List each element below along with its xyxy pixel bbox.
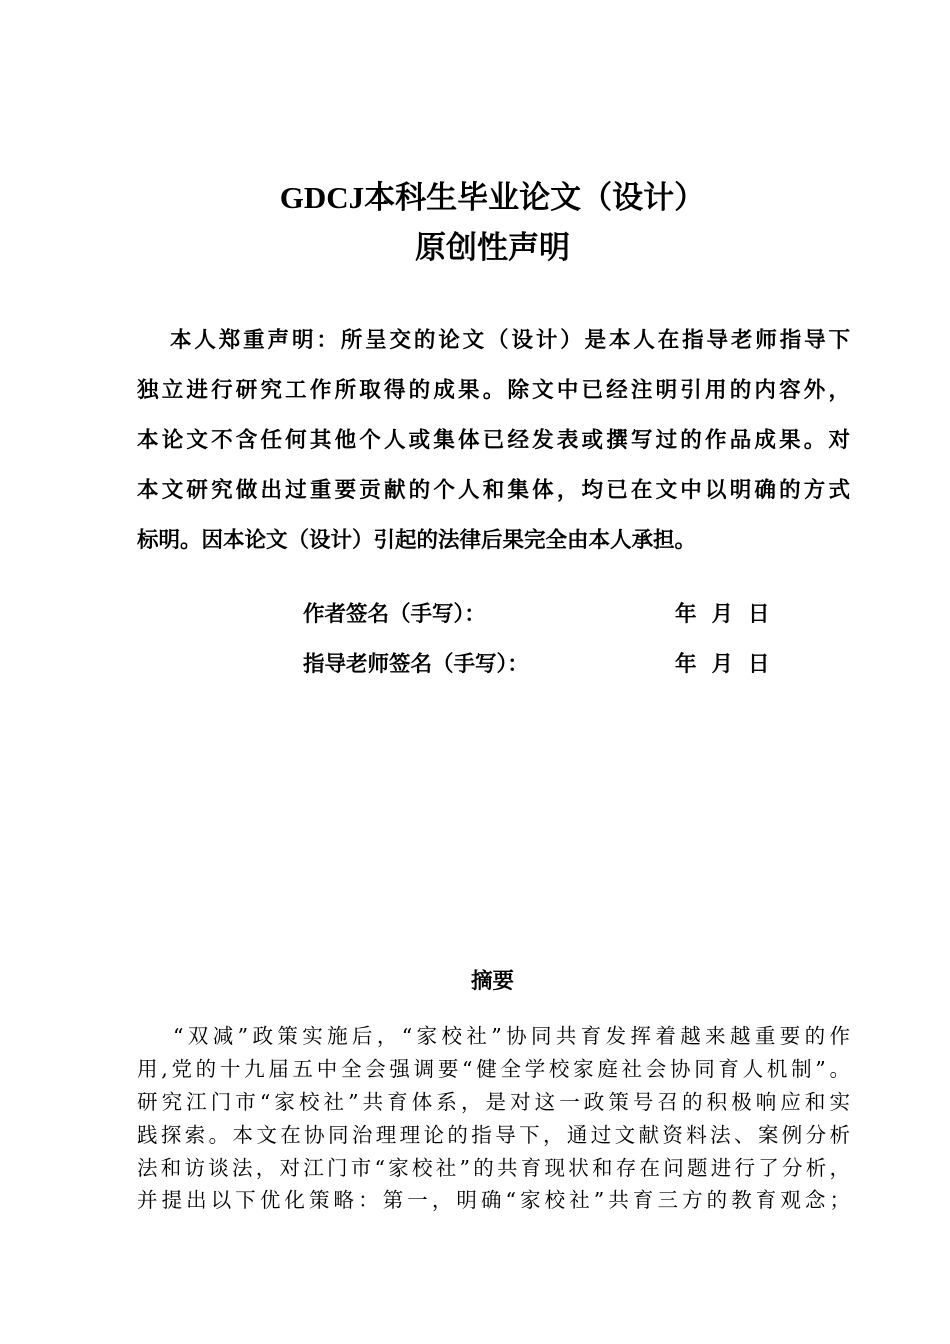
- abstract-line: 践探索。本文在协同治理理论的指导下，通过文献资料法、案例分析: [137, 1123, 850, 1147]
- abstract-line: “双减”政策实施后，“家校社”协同共育发挥着越来越重要的作: [173, 1024, 850, 1048]
- author-signature-label: 作者签名（手写）：: [303, 602, 486, 627]
- abstract-line: 法和访谈法，对江门市“家校社”的共育现状和存在问题进行了分析，: [137, 1156, 850, 1180]
- abstract-line: 研究江门市“家校社”共育体系，是对这一政策号召的积极响应和实: [137, 1090, 850, 1114]
- advisor-signature-label: 指导老师签名（手写）：: [303, 652, 529, 677]
- document-title-line1: GDCJ本科生毕业论文（设计）: [279, 180, 706, 215]
- abstract-line: 并提出以下优化策略：第一，明确“家校社”共育三方的教育观念；: [137, 1188, 850, 1212]
- advisor-signature-date: 年 月 日: [675, 652, 770, 677]
- abstract-heading: 摘要: [470, 969, 514, 994]
- document-title-line2: 原创性声明: [415, 230, 570, 265]
- abstract-line: 用,党的十九届五中全会强调要“健全学校家庭社会协同育人机制”。: [137, 1057, 850, 1081]
- declaration-line: 标明。因本论文（设计）引起的法律后果完全由本人承担。: [137, 528, 697, 553]
- author-signature-date: 年 月 日: [675, 602, 770, 627]
- declaration-line: 本论文不含任何其他个人或集体已经发表或撰写过的作品成果。对: [137, 428, 850, 453]
- declaration-line: 独立进行研究工作所取得的成果。除文中已经注明引用的内容外，: [137, 378, 850, 403]
- declaration-line: 本人郑重声明：所呈交的论文（设计）是本人在指导老师指导下: [170, 328, 850, 353]
- declaration-line: 本文研究做出过重要贡献的个人和集体，均已在文中以明确的方式: [137, 478, 850, 503]
